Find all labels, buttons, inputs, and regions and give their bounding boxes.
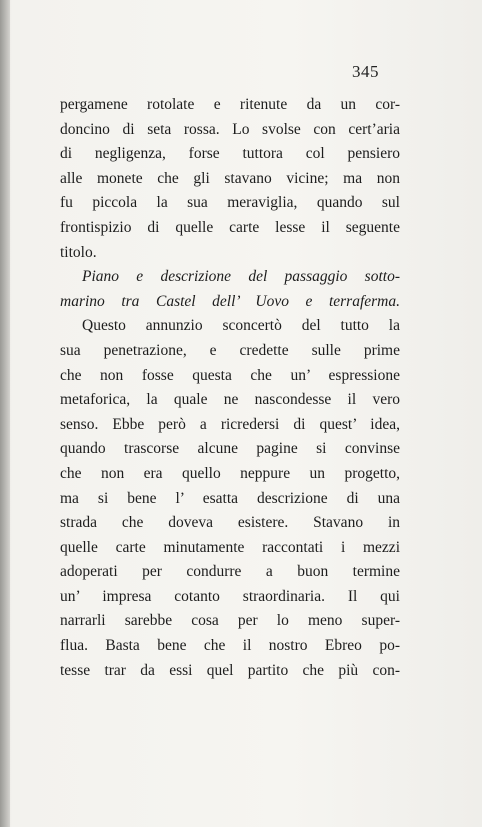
text-line: flua. Basta bene che il nostro Ebreo po- (60, 637, 400, 655)
text-line: tesse trar da essi quel partito che più con- (60, 661, 400, 679)
text-line: sua penetrazione, e credette sulle prime (60, 341, 400, 359)
text-line: di negligenza, forse tuttora col pensiero (60, 145, 400, 163)
text-line: senso. Ebbe però a ricredersi di quest’ idea, (60, 415, 400, 433)
text-line: doncino di seta rossa. Lo svolse con cert’aria (60, 120, 400, 138)
text-line: alle monete che gli stavano vicine; ma non (60, 169, 400, 187)
page-number: 345 (352, 62, 379, 81)
italic-title-line: marino tra Castel dell’ Uovo e terraferma. (60, 292, 400, 310)
page-spine-shadow (0, 0, 10, 827)
text-line: che non era quello neppure un progetto, (60, 464, 400, 482)
text-line: narrarli sarebbe cosa per lo meno super- (60, 612, 400, 630)
text-line: frontispizio di quelle carte lesse il seguente (60, 218, 400, 236)
text-line: quelle carte minutamente raccontati i mezzi (60, 538, 400, 556)
text-line: adoperati per condurre a buon termine (60, 563, 400, 581)
text-line: un’ impresa cotanto straordinaria. Il qui (60, 587, 400, 605)
text-line: che non fosse questa che un’ espressione (60, 366, 400, 384)
text-line: titolo. (60, 243, 97, 261)
text-line: pergamene rotolate e ritenute da un cor- (60, 96, 400, 113)
text-line: metaforica, la quale ne nascondesse il vero (60, 391, 400, 409)
body-text (60, 93, 400, 683)
italic-title-line: Piano e descrizione del passaggio sotto- (82, 268, 400, 286)
text-line: ma si bene l’ esatta descrizione di una (60, 489, 400, 507)
text-line: Questo annunzio sconcertò del tutto la (82, 317, 400, 335)
text-line: fu piccola la sua meraviglia, quando sul (60, 194, 400, 212)
text-line: strada che doveva esistere. Stavano in (60, 514, 400, 532)
text-line: quando trascorse alcune pagine si convinse (60, 440, 400, 458)
